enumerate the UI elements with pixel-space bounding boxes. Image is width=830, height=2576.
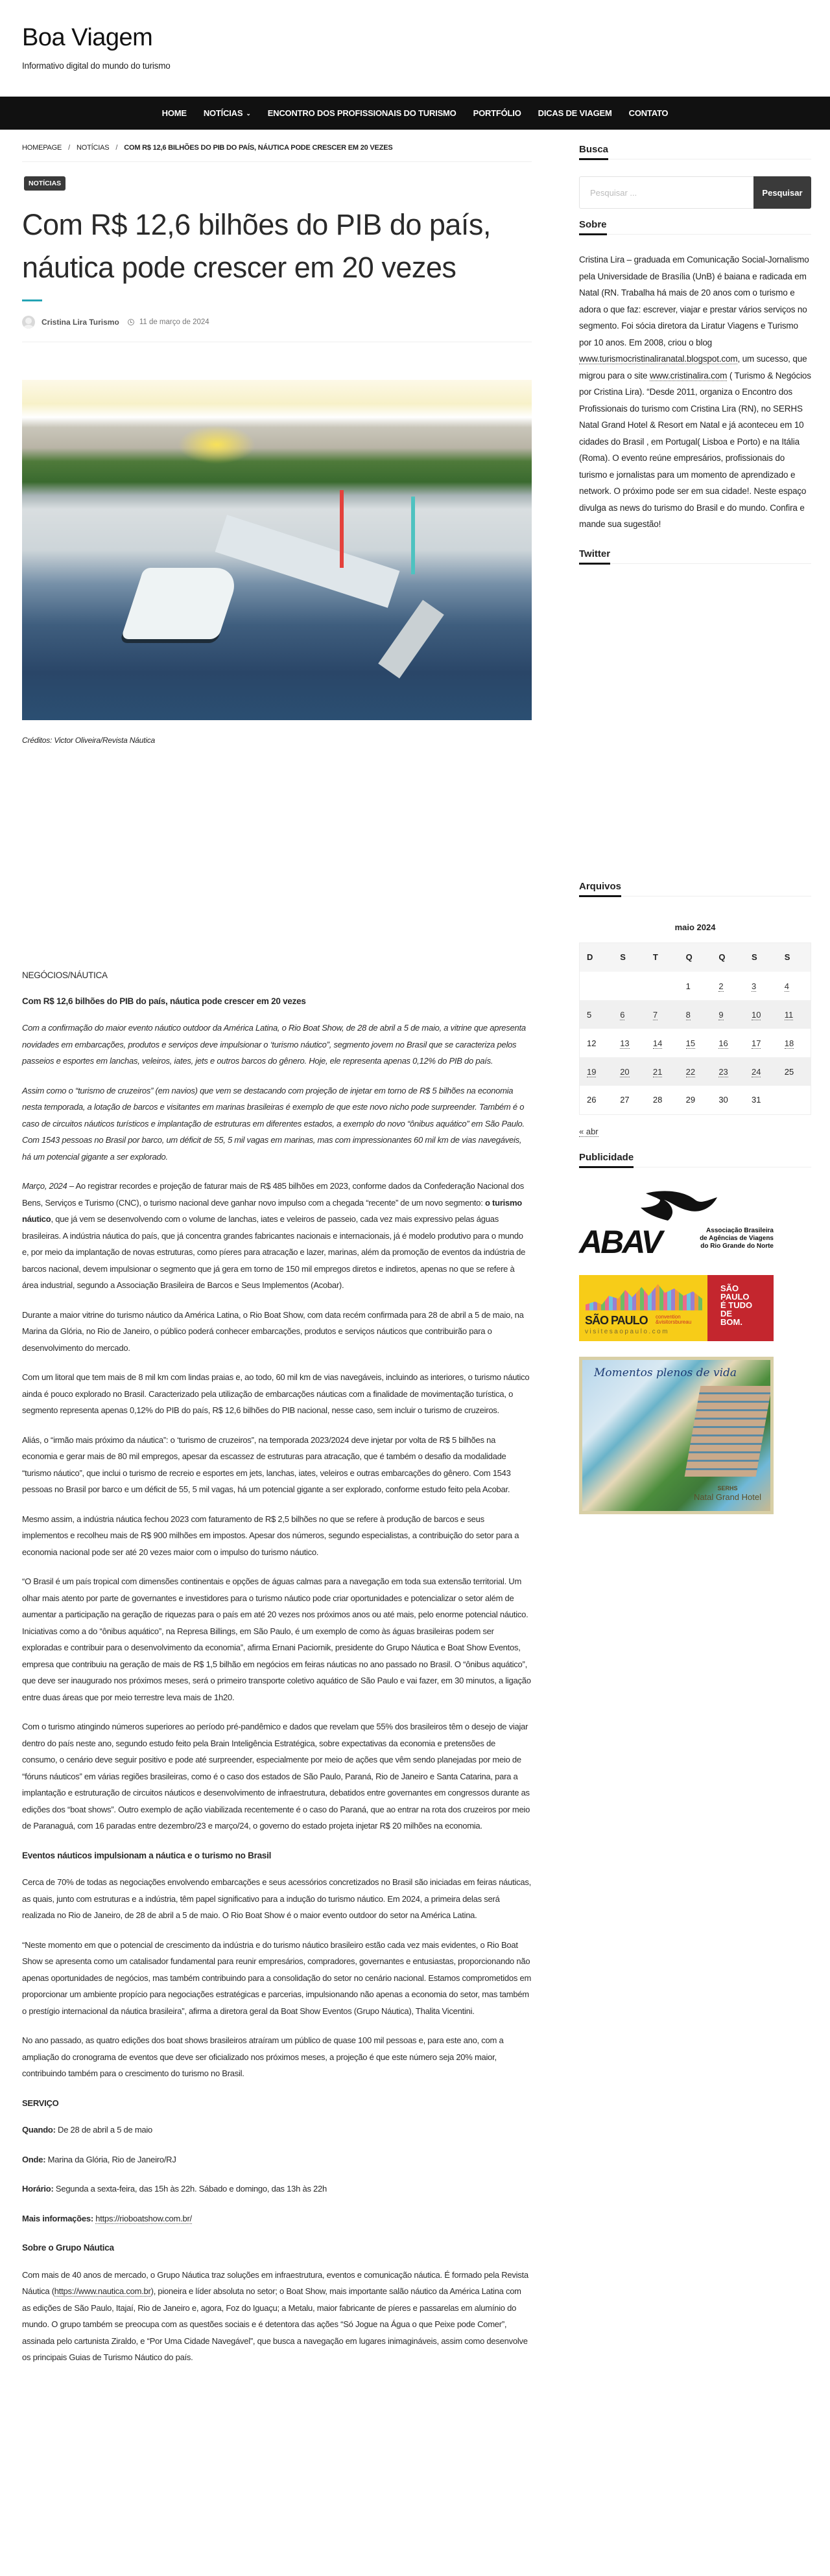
- calendar-day: [646, 1029, 679, 1057]
- calendar-day: 28: [652, 1095, 663, 1105]
- dateline: Março, 2024: [22, 1181, 67, 1191]
- widget-search: [579, 144, 811, 209]
- paragraph-1: [22, 1178, 532, 1294]
- blog-link[interactable]: www.turismocristinaliranatal.blogspot.com: [579, 354, 738, 364]
- paragraph-4: Aliás, o “irmão mais próximo da náutica”: o ‘turismo de cruzeiros”, na temporada 2023/2024 deve injetar por volta de R$ 5 bilhões na economia e gerar mais de 80 mil empregos, apesar da escassez de estruturas para atracação, que é também o desafio da modalidade “turismo náutico”, que inclui o turismo de recreio e esportes em jets, lanchas, iates, veleiros e outras embarcações do gênero. Com 1543 pessoas no Brasil por barco e um déficit de 55, 5 mil vagas, há um potencial gigante a ser explorado, conforme estudo feito pela Acobar.: [22, 1434, 511, 1494]
- nav-item-contato[interactable]: CONTATO: [628, 108, 669, 118]
- nav-item-dicas-de-viagem[interactable]: DICAS DE VIAGEM: [538, 108, 612, 118]
- paragraph-10: No ano passado, as quatro edições dos boat shows brasileiros atraíram um público de quase 100 mil pessoas e, para este ano, com a ampliação do cronograma de eventos que deve ser oficializado nos próximos meses, a projeção é que este número seja 20% maior, contribuindo também para o crescimento do turismo no Brasil.: [22, 2035, 504, 2078]
- ad-serhs-natal-grand-hotel[interactable]: [579, 1357, 774, 1514]
- calendar-week-row: [580, 1057, 811, 1086]
- serhs-logo: [694, 1485, 761, 1503]
- slogan-line: DE: [720, 1308, 733, 1318]
- paragraph-7: Com o turismo atingindo números superiores ao período pré-pandêmico e dados que revelam que 55% dos brasileiros têm o desejo de viajar dentro do país neste ano, segundo estudo feito pela Brain Inteligência Estratégica, sobre expectativas da economia e pretensões de consumo, o cenário deve seguir positivo e pode até surpreender, especialmente por meio de ações que vêm sendo planejadas por meio de “fóruns náuticos” em várias regiões brasileiras, como é o caso dos estados de São Paulo, Paraná, Rio de Janeiro e Santa Catarina, para a implantação e estruturação de circuitos náuticos e desenvolvimento de infraestrutura, debatidos entre governantes em congressos durante as edições dos “boat shows”. Outro exemplo de ação viabilizada recentemente é o caso do Paraná, que ao entrar na rota dos cruzeiros por meio de Paranaguá, com 16 paradas entre dezembro/23 e março/24, o governo do estado projeta injetar R$ 20 milhões na economia.: [22, 1722, 530, 1831]
- servico-horario: [22, 2181, 532, 2197]
- calendar-day-link[interactable]: 20: [620, 1066, 630, 1077]
- featured-figure: [22, 380, 532, 745]
- image-caption: Créditos: Victor Oliveira/Revista Náutica: [22, 736, 155, 745]
- calendar-weekday: D: [580, 943, 613, 972]
- hotel-building: [685, 1386, 772, 1477]
- calendar-week-row: [580, 972, 811, 1000]
- calendar-day: [711, 1029, 744, 1057]
- value: Marina da Glória, Rio de Janeiro/RJ: [45, 2154, 176, 2164]
- rioboatshow-link[interactable]: https://rioboatshow.com.br/: [95, 2213, 192, 2223]
- calendar-day: 30: [718, 1095, 728, 1105]
- sp-conv-line: convention: [656, 1313, 681, 1320]
- calendar-weekday: T: [646, 943, 679, 972]
- calendar-day-link[interactable]: 14: [652, 1038, 663, 1048]
- widget-title-text: Arquivos: [579, 880, 622, 892]
- breadcrumb-noticias[interactable]: NOTÍCIAS: [77, 144, 110, 152]
- search-button[interactable]: Pesquisar: [753, 176, 811, 209]
- chevron-down-icon: ⌄: [246, 110, 251, 117]
- calendar-day-link[interactable]: 17: [752, 1038, 761, 1048]
- label: Quando:: [22, 2125, 56, 2135]
- sp-slogan: [707, 1275, 774, 1341]
- calendar-day: [777, 1086, 811, 1114]
- site-header: [0, 0, 830, 97]
- sidebar: [579, 130, 811, 2379]
- article-body: [22, 967, 532, 2366]
- calendar-weekday: S: [613, 943, 646, 972]
- ad-sao-paulo-banner[interactable]: [579, 1275, 774, 1341]
- calendar-day: [646, 972, 679, 1000]
- servico-heading: SERVIÇO: [22, 2098, 59, 2108]
- calendar-week-row: [580, 1029, 811, 1057]
- widget-archives: [579, 881, 811, 1136]
- calendar-day-link[interactable]: 13: [620, 1038, 630, 1048]
- calendar-day: 12: [587, 1038, 597, 1048]
- slogan-line: PAULO: [720, 1291, 750, 1302]
- calendar-day: [613, 1000, 646, 1029]
- sp-name: SÃO PAULO: [585, 1313, 648, 1327]
- calendar-day-link[interactable]: 15: [685, 1038, 696, 1048]
- highlight-text: o turismo náutico: [22, 1197, 522, 1224]
- pier-tents: [215, 515, 400, 608]
- calendar-day-link[interactable]: 4: [784, 981, 789, 991]
- paragraph-text: Com mais de 40 anos de mercado, o Grupo Náutica traz soluções em infraestrutura, eventos e comunicação náutica. É formado pela Revista Náutica (: [22, 2269, 528, 2296]
- breadcrumb-separator: /: [68, 144, 71, 152]
- paragraph-8: Cerca de 70% de todas as negociações envolvendo embarcações e seus acessórios concretizados no Brasil são iniciadas em feiras náuticas, as quais, junto com estruturas e a indústria, têm papel significativo para a indução do turismo náutico. Em 2024, a primeira delas será realizada no Rio de Janeiro, de 28 de abril a 5 de maio. O Rio Boat Show é o maior evento outdoor do setor na América Latina.: [22, 1877, 531, 1920]
- calendar-day: 26: [587, 1095, 597, 1105]
- widget-title: [579, 219, 811, 235]
- site-title[interactable]: Boa Viagem: [22, 24, 153, 51]
- featured-image-marina-boat-show: [22, 380, 532, 720]
- calendar-caption: maio 2024: [674, 922, 716, 932]
- widget-advertising: [579, 1152, 811, 1514]
- calendar-day: 31: [752, 1095, 761, 1105]
- slogan-line: BOM.: [720, 1317, 742, 1327]
- calendar-weekday: S: [744, 943, 777, 972]
- main-content: [22, 130, 532, 2379]
- calendar-day: [744, 1000, 777, 1029]
- calendar-day: [777, 1000, 811, 1029]
- floating-dock: [378, 600, 444, 678]
- nav-item-home[interactable]: HOME: [161, 108, 187, 118]
- sp-convention: [656, 1315, 691, 1325]
- calendar-day-link[interactable]: 9: [718, 1009, 724, 1020]
- label: Mais informações:: [22, 2213, 93, 2223]
- widget-title: [579, 144, 811, 159]
- calendar-day: [580, 972, 613, 1000]
- calendar-day-link[interactable]: 24: [752, 1066, 761, 1077]
- calendar-day: [646, 1000, 679, 1029]
- calendar: [579, 943, 811, 1115]
- calendar-day-link[interactable]: 19: [587, 1066, 597, 1077]
- site-link[interactable]: www.cristinalira.com: [649, 370, 728, 381]
- title-accent-bar: [22, 299, 42, 301]
- calendar-day: 5: [580, 1000, 613, 1029]
- sp-conv-line: &visitorsbureau: [656, 1318, 692, 1325]
- author-link[interactable]: Cristina Lira Turismo: [42, 318, 119, 327]
- calendar-day: [744, 1029, 777, 1057]
- widget-twitter: [579, 548, 811, 564]
- widget-title-text: Sobre: [579, 219, 607, 230]
- serhs-hotel-name: Natal Grand Hotel: [693, 1492, 761, 1502]
- paragraph-9: “Neste momento em que o potencial de crescimento da indústria e do turismo náutico brasileiro estão cada vez mais evidentes, o Rio Boat Show se apresenta como um catalisador fundamental para reunir empresários, compradores, governantes e entusiastas, proporcionando não apenas oportunidades de negócios, mas também contribuindo para a consolidação do setor no cenário nacional. Estamos comprometidos em proporcionar um ambiente propício para negociações estratégicas e parcerias, impulsionando não apenas a economia do setor, mas também o prestígio internacional da náutica brasileira”, afirma a diretora geral da Boat Show Eventos (Grupo Náutica), Thalita Vicentini.: [22, 1939, 532, 2016]
- slogan-line: É TUDO: [720, 1300, 753, 1310]
- calendar-day-link[interactable]: 23: [718, 1066, 728, 1077]
- calendar-day-link[interactable]: 8: [685, 1009, 691, 1020]
- serhs-brand: SERHS: [717, 1484, 738, 1492]
- post-meta: [22, 316, 532, 342]
- serhs-headline: Momentos plenos de vida: [594, 1366, 737, 1379]
- sun-glow: [178, 425, 255, 464]
- calendar-day-link[interactable]: 16: [718, 1038, 728, 1048]
- calendar-day-link[interactable]: 11: [784, 1009, 794, 1020]
- paragraph-text: ), pioneira e líder absoluta no setor; o Boat Show, mais importante salão náutico da América Latina com as edições de São Paulo, Itajaí, Rio de Janeiro e, agora, Foz do Iguaçu; a Metalu, maior fabricante de píeres e passarelas em alumínio do mundo. O grupo também se preocupa com as questões sociais e é detentora das ações “Só Jogue na Água o que Peixe pode Comer”, assinada pelo cartunista Ziraldo, e “Por Uma Cidade Navegável”, que busca a navegação em lugares inimagináveis, assim como desenvolve os principais Guias de Turismo Náutico do país.: [22, 2286, 528, 2362]
- about-text: [579, 252, 811, 533]
- lead-paragraph-2: [22, 1083, 532, 1165]
- nav-item-label: NOTÍCIAS: [203, 108, 243, 118]
- widget-title: [579, 548, 811, 564]
- nav-item-portfolio[interactable]: PORTFÓLIO: [473, 108, 521, 118]
- calendar-day: [777, 1029, 811, 1057]
- search-input[interactable]: [579, 176, 753, 209]
- calendar-day: [744, 972, 777, 1000]
- paragraph-3: Com um litoral que tem mais de 8 mil km com lindas praias e, ao todo, 60 mil km de vias navegáveis, incluindo as interiores, o turismo náutico ainda é pouco explorado no Brasil. Caracterizado pela utilização de embarcações náuticas com a finalidade de movimentação turística, o segmento representa apenas 0,12% do PIB do país, R$ 12,6 bilhões do PIB nacional, nesse caso, sem incluir o turismo de cruzeiros.: [22, 1372, 530, 1415]
- label: Horário:: [22, 2184, 54, 2194]
- widget-title-text: Twitter: [579, 548, 611, 559]
- search-form: [579, 176, 811, 209]
- calendar-day: [646, 1057, 679, 1086]
- calendar-week-row: [580, 1000, 811, 1029]
- servico-onde: [22, 2151, 532, 2168]
- abav-letters: ABAV: [579, 1223, 661, 1260]
- calendar-day: [613, 1029, 646, 1057]
- abav-swoosh-icon: [641, 1188, 722, 1224]
- widget-title-text: Publicidade: [579, 1151, 634, 1163]
- post-title: Com R$ 12,6 bilhões do PIB do país, náutica pode crescer em 20 vezes: [22, 208, 491, 284]
- about-text-part: , um sucesso, que migrou para o site: [579, 354, 807, 381]
- widget-title: [579, 881, 811, 896]
- category-badge[interactable]: NOTÍCIAS: [24, 176, 65, 191]
- calendar-day: [679, 1057, 712, 1086]
- servico-mais-info: [22, 2210, 532, 2227]
- lead-text: Com a confirmação do maior evento náutico outdoor da América Latina, o Rio Boat Show, de 28 de abril a 5 de maio, a vitrine que apresenta novidades em embarcações, produtos e serviços deve impulsionar o ‘turismo náutico”, segmento jovem no Brasil que se caracteriza pelos passeios e esportes em lanchas, veleiros, iates, jets e outros barcos do gênero. Hoje, ele representa apenas 0,12% do PIB do país.: [22, 1023, 526, 1066]
- calendar-day: 1: [685, 981, 691, 991]
- paragraph-text: , que já vem se desenvolvendo com o volume de lanchas, iates e veleiros de passeio, cada vez mais expressivo pelas águas brasileiras. A indústria náutica do país, que já concentra grandes fabricantes nacionais e internacionais, já é modelo produtivo para o mundo e, por meio da implantação de novas estruturas, como píeres para atracação e lazer, marinas, além da promoção de eventos da indústria de barcos nacional, devem impulsionar o segmento que já gera em torno de 150 mil empregos diretos e indiretos, apenas no que se refere à área industrial, segundo a Associação Brasileira de Barcos e Seus Implementos (Acobar).: [22, 1214, 526, 1290]
- calendar-day: [711, 972, 744, 1000]
- about-text-part: Cristina Lira – graduada em Comunicação Social-Jornalismo pela Universidade de Brasília (UnB) é baiana e radicada em Natal (RN. Trabalha há mais de 20 anos com o turismo e adora o que faz: escrever, viajar e prestar vários serviços no segmento. Foi sócia diretora da Liratur Viagens e Turismo por 10 anos. Em 2008, criou o blog: [579, 255, 809, 347]
- main-navigation: [0, 97, 830, 130]
- calendar-day-link[interactable]: 7: [652, 1009, 658, 1020]
- abav-subtitle: [672, 1227, 774, 1250]
- paragraph-sobre: [22, 2267, 532, 2366]
- calendar-day: [711, 1057, 744, 1086]
- post-date: 11 de março de 2024: [139, 318, 209, 326]
- label: Onde:: [22, 2154, 46, 2164]
- calendar-day: [679, 1029, 712, 1057]
- subheading-sobre-grupo: Sobre o Grupo Náutica: [22, 2243, 114, 2253]
- calendar-weekday: Q: [711, 943, 744, 972]
- widget-about: [579, 219, 811, 533]
- calendar-day: [744, 1057, 777, 1086]
- calendar-day-link[interactable]: 6: [620, 1009, 625, 1020]
- widget-title: [579, 1152, 811, 1167]
- calendar-day-link[interactable]: 2: [718, 981, 724, 991]
- breadcrumb-current: COM R$ 12,6 BILHÕES DO PIB DO PAÍS, NÁUTICA PODE CRESCER EM 20 VEZES: [124, 144, 393, 152]
- calendar-day-link[interactable]: 21: [652, 1066, 663, 1077]
- calendar-day: 29: [685, 1095, 696, 1105]
- article-headline: Com R$ 12,6 bilhões do PIB do país, náutica pode crescer em 20 vezes: [22, 996, 306, 1006]
- yacht: [121, 568, 241, 639]
- paragraph-6: “O Brasil é um país tropical com dimensões continentais e opções de águas calmas para a navegação em toda sua extensão territorial. Um olhar mais atento por parte de governantes e investidores para o turismo náutico pode criar oportunidades e potencializar o setor além de aumentar a participação na geração de riquezas para o país em até 20 vezes nos próximos anos ou até mais, pelo enorme potencial náutico. Iniciativas como a do “ônibus aquático”, na Represa Billings, em São Paulo, é um exemplo de como às águas brasileiras podem ser exploradas e contribuir para o desenvolvimento da economia”, afirma Ernani Paciornik, presidente do Grupo Náutica e Boat Show Eventos, empresa que contribuiu na geração de mais de R$ 1,5 bilhão em negócios em feiras náuticas no ano passado no Brasil. O “ônibus aquático”, que deve ser inaugurado nos próximos meses, será o primeiro transporte coletivo aquático de São Paulo e vai fazer, em 30 minutos, a ligação entre duas áreas que por meio terrestre leva mais de 1h20.: [22, 1576, 531, 1702]
- value: De 28 de abril a 5 de maio: [55, 2125, 153, 2135]
- page-body: [0, 130, 830, 2379]
- lead-text: Assim como o “turismo de cruzeiros” (em navios) que vem se destacando com projeção de injetar em torno de R$ 5 bilhões na economia nesta temporada, a lotação de barcos e visitantes em marinas brasileiras é exemplo de que este novo nicho pode surpreender. Também é o caso de circuitos náuticos turísticos e implantação de estruturas em diferentes estados, a exemplo do novo “ônibus aquático” em São Paulo. Com 1543 pessoas no Brasil por barco, um déficit de 55, 5 mil vagas em marinas, mas com impressionantes 60 mil km de vias navegáveis, há um potencial gigante a ser explorado.: [22, 1085, 525, 1162]
- breadcrumb-homepage[interactable]: HOMEPAGE: [22, 144, 62, 152]
- calendar-day-link[interactable]: 22: [685, 1066, 696, 1077]
- nav-item-encontro[interactable]: ENCONTRO DOS PROFISSIONAIS DO TURISMO: [267, 108, 456, 118]
- site-tagline: Informativo digital do mundo do turismo: [22, 61, 171, 71]
- paragraph-2: Durante a maior vitrine do turismo náutico da América Latina, o Rio Boat Show, com data recém confirmada para 28 de abril a 5 de maio, na Marina da Glória, no Rio de Janeiro, o público poderá conhecer embarcações, produtos e serviços náuticos que contribuirão para o desenvolvimento do mercado.: [22, 1309, 524, 1353]
- paragraph-5: Mesmo assim, a indústria náutica fechou 2023 com faturamento de R$ 2,5 bilhões no que se refere à produção de barcos e seus implementos e recolheu mais de R$ 900 milhões em impostos. Apesar dos números, segundo especialistas, a contribuição do setor para a economia nacional pode ser até 20 vezes maior com o impulso do turismo náutico.: [22, 1514, 519, 1557]
- nav-item-noticias[interactable]: [204, 108, 251, 118]
- calendar-day: [613, 972, 646, 1000]
- nautica-link[interactable]: https://www.nautica.com.br: [54, 2286, 151, 2296]
- red-flag: [340, 490, 344, 568]
- paragraph-text: – Ao registrar recordes e projeção de faturar mais de R$ 485 bilhões em 2023, conforme dados da Confederação Nacional dos Bens, Serviços e Turismo (CNC), o turismo nacional deve ganhar novo impulso com a chegada “recente” de um novo segmento:: [22, 1181, 524, 1208]
- calendar-day: 27: [620, 1095, 630, 1105]
- value: Segunda a sexta-feira, das 15h às 22h. Sábado e domingo, das 13h às 22h: [53, 2184, 327, 2194]
- clock-icon: [128, 319, 134, 325]
- slogan-line: SÃO: [720, 1283, 739, 1293]
- calendar-prev-month-link[interactable]: « abr: [579, 1126, 599, 1136]
- calendar-day-link[interactable]: 3: [752, 981, 757, 991]
- section-tag: NEGÓCIOS/NÁUTICA: [22, 970, 108, 980]
- widget-title-text: Busca: [579, 144, 609, 155]
- calendar-week-row: [580, 1086, 811, 1114]
- calendar-day-link[interactable]: 10: [752, 1009, 761, 1020]
- servico-quando: [22, 2122, 532, 2138]
- calendar-day: [613, 1057, 646, 1086]
- breadcrumb-separator: /: [115, 144, 118, 152]
- calendar-day: [679, 1000, 712, 1029]
- sp-url: visitesaopaulo.com: [585, 1328, 670, 1335]
- abav-subtitle-line: Associação Brasileira: [706, 1226, 774, 1234]
- teal-flag: [411, 497, 415, 574]
- calendar-weekday: Q: [679, 943, 712, 972]
- calendar-weekday: S: [777, 943, 811, 972]
- about-text-part: ( Turismo & Negócios por Cristina Lira). “Desde 2011, organiza o Encontro dos Profissionais do turismo com Cristina Lira (RN), no SERHS Natal Grand Hotel & Resort em Natal e já aconteceu em 10 cidades do Brasil , em Portugal( Lisboa e Porto) e na Itália (Roma). O evento reúne empresários, profissionais do turismo e jornalistas para um momento de aprendizado e network. O próximo pode ser em sua cidade!. Neste espaço divulga as news do turismo do Brasil e do mundo. Confira e mande sua sugestão!: [579, 370, 811, 529]
- calendar-day: [711, 1000, 744, 1029]
- calendar-day: [580, 1057, 613, 1086]
- ad-abav-banner[interactable]: [579, 1186, 774, 1263]
- breadcrumb: [22, 130, 532, 162]
- calendar-day: [777, 972, 811, 1000]
- city-skyline-icon: [586, 1282, 702, 1311]
- abav-subtitle-line: de Agências de Viagens: [700, 1234, 774, 1242]
- calendar-day: 25: [777, 1057, 811, 1086]
- subheading-events: Eventos náuticos impulsionam a náutica e o turismo no Brasil: [22, 1850, 272, 1860]
- sp-left-panel: [579, 1275, 707, 1341]
- author-avatar-icon[interactable]: [22, 316, 35, 329]
- abav-subtitle-line: do Rio Grande do Norte: [700, 1242, 774, 1250]
- calendar-day-link[interactable]: 18: [784, 1038, 794, 1048]
- lead-paragraph-1: [22, 1020, 532, 1070]
